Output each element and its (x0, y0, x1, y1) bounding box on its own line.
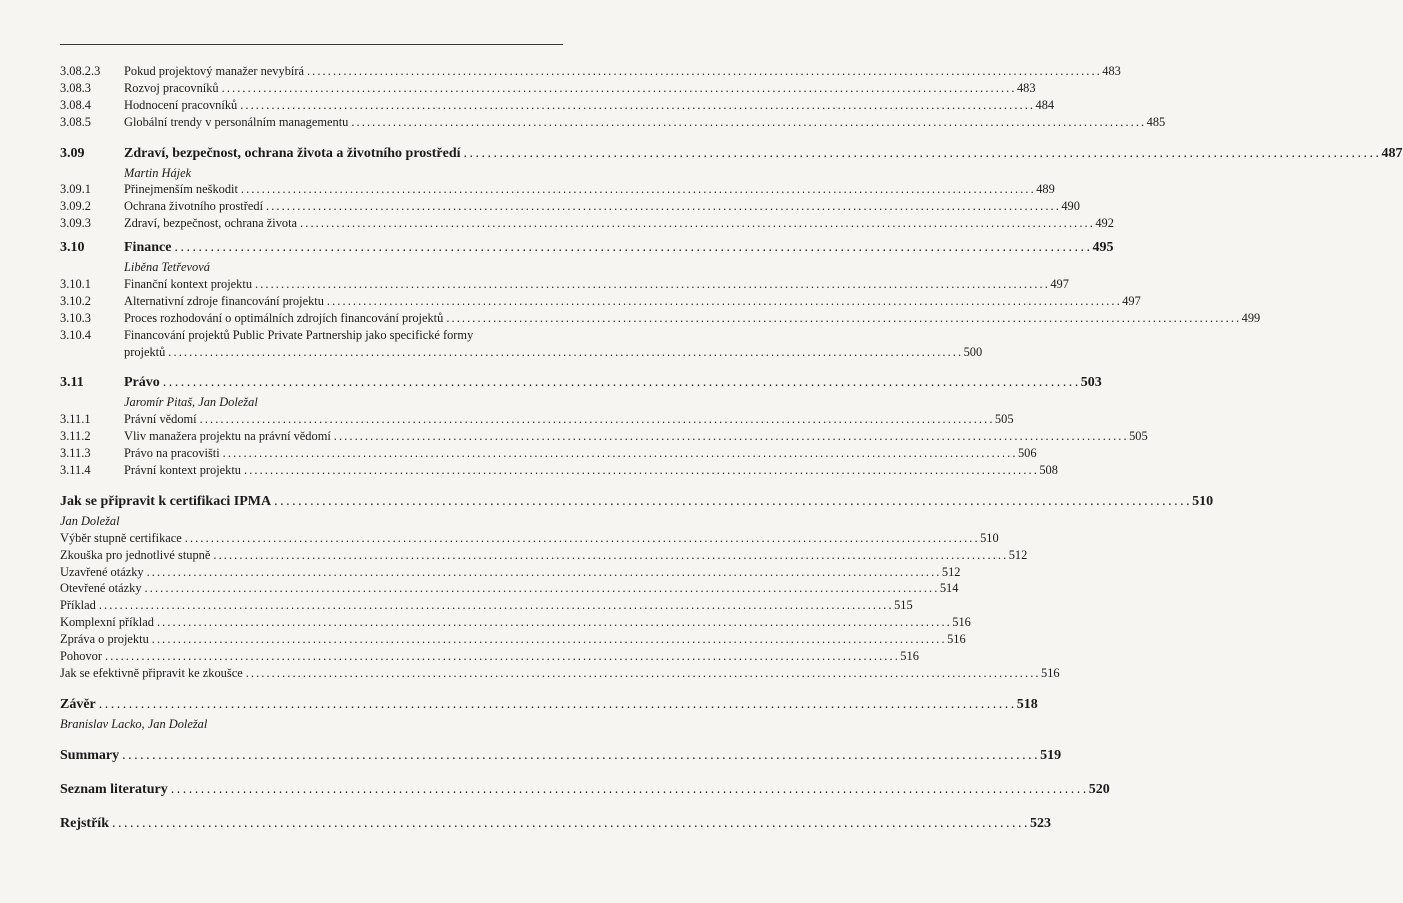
entry-page: 505 (1129, 429, 1148, 444)
dot-leader (185, 530, 977, 547)
dot-leader (200, 411, 992, 428)
toc-entry (60, 344, 983, 361)
dot-leader (255, 276, 1047, 293)
entry-number: 3.11.4 (60, 463, 91, 478)
toc-section (60, 143, 1403, 165)
entry-number: 3.08.2.3 (60, 64, 101, 78)
dot-leader (213, 547, 1005, 564)
toc-entry (60, 327, 563, 344)
dot-leader (99, 694, 1014, 716)
entry-page: 523 (1030, 815, 1051, 831)
entry-title: Summary (60, 747, 120, 763)
toc-entry (60, 198, 1080, 215)
dot-leader (122, 745, 1037, 767)
entry-page: 489 (1036, 182, 1055, 197)
entry-title: Alternativní zdroje financování projektu (124, 293, 324, 308)
toc-entry (60, 648, 919, 665)
entry-title: Zdraví, bezpečnost, ochrana života a životního prostředí (124, 145, 461, 161)
dot-leader (112, 813, 1027, 835)
entry-title: Výběr stupně certifikace (60, 530, 182, 545)
entry-page: 516 (952, 615, 971, 630)
entry-title: Zdraví, bezpečnost, ochrana života (124, 216, 298, 231)
toc-entry (60, 411, 1014, 428)
dot-leader (464, 143, 1379, 165)
toc-entry (60, 614, 971, 631)
entry-page: 516 (900, 649, 919, 664)
entry-title: Komplexní příklad (60, 615, 154, 630)
section-spacer (60, 360, 563, 372)
dot-leader (351, 114, 1143, 131)
entry-title: projektů (124, 344, 166, 359)
entry-title: Vliv manažera projektu na právní vědomí (124, 429, 331, 444)
toc-entry (60, 276, 1069, 293)
toc-entry (60, 215, 1114, 232)
dot-leader (152, 631, 944, 648)
section-spacer (60, 801, 563, 813)
entry-page: 515 (894, 598, 913, 613)
table-of-contents (60, 63, 1403, 835)
toc-section (60, 372, 1102, 394)
dot-leader (105, 648, 897, 665)
entry-title: Právní vědomí (124, 412, 197, 427)
entry-page: 512 (1008, 547, 1028, 562)
entry-number: 3.08.5 (60, 114, 91, 129)
entry-number: 3.09 (60, 145, 85, 161)
toc-entry (60, 97, 1055, 114)
dot-leader (223, 445, 1015, 462)
section-author: Jan Doležal (60, 513, 120, 528)
entry-page: 500 (963, 344, 983, 359)
entry-number: 3.11.2 (60, 429, 91, 444)
entry-page: 485 (1146, 114, 1166, 129)
dot-leader (300, 215, 1092, 232)
toc-section (60, 237, 1114, 259)
entry-number: 3.08.4 (60, 97, 91, 112)
entry-number: 3.10 (60, 240, 85, 256)
entry-page: 497 (1122, 293, 1141, 308)
entry-page: 510 (1192, 493, 1214, 509)
entry-page: 514 (939, 581, 959, 596)
entry-title: Financování projektů Public Private Partnership jako specifické formy (124, 327, 474, 342)
entry-number: 3.11.3 (60, 446, 91, 461)
toc-entry (60, 428, 1148, 445)
entry-title: Pohovor (60, 649, 102, 664)
entry-page: 492 (1095, 216, 1114, 231)
entry-title: Hodnocení pracovníků (124, 97, 238, 112)
section-spacer (60, 682, 563, 694)
entry-number: 3.10.2 (60, 293, 91, 308)
toc-entry (60, 462, 1058, 479)
section-author: Liběna Tetřevová (124, 260, 210, 275)
dot-leader (266, 198, 1058, 215)
entry-title: Jak se připravit k certifikaci IPMA (60, 493, 272, 509)
section-spacer (60, 131, 563, 143)
toc-entry (60, 631, 966, 648)
entry-title: Pokud projektový manažer nevybírá (124, 64, 304, 78)
dot-leader (157, 614, 949, 631)
entry-number: 3.10.4 (60, 327, 91, 342)
toc-chapter (60, 745, 1062, 767)
toc-entry (60, 445, 1037, 462)
toc-chapter (60, 694, 1038, 716)
dot-leader (307, 63, 1099, 80)
entry-title: Finance (124, 240, 172, 256)
entry-page: 519 (1040, 747, 1062, 763)
dot-leader (222, 80, 1014, 97)
entry-page: 487 (1381, 145, 1403, 161)
entry-title: Příklad (60, 598, 96, 613)
entry-page: 510 (980, 530, 999, 545)
dot-leader (274, 491, 1189, 513)
dot-leader (246, 665, 1038, 682)
dot-leader (241, 181, 1033, 198)
toc-entry (60, 310, 1261, 327)
entry-title: Právo na pracovišti (124, 446, 220, 461)
section-spacer (60, 767, 563, 779)
dot-leader (244, 462, 1036, 479)
entry-title: Proces rozhodování o optimálních zdrojích financování projektů (124, 310, 444, 325)
toc-entry (60, 597, 913, 614)
toc-chapter (60, 491, 1214, 513)
entry-title: Ochrana životního prostředí (124, 199, 264, 214)
entry-number: 3.09.1 (60, 182, 91, 197)
entry-title: Globální trendy v personálním managementu (124, 114, 349, 129)
dot-leader (174, 237, 1089, 259)
entry-page: 484 (1035, 97, 1055, 112)
toc-chapter (60, 813, 1051, 835)
entry-title: Právní kontext projektu (124, 463, 242, 478)
entry-page: 508 (1039, 463, 1058, 478)
entry-page: 490 (1061, 199, 1080, 214)
dot-leader (446, 310, 1238, 327)
entry-title: Zpráva o projektu (60, 632, 149, 647)
header-rule (60, 44, 563, 45)
dot-leader (147, 564, 939, 581)
entry-title: Přinejmenším neškodit (124, 182, 238, 197)
entry-title: Právo (124, 375, 160, 391)
entry-page: 503 (1080, 375, 1102, 391)
entry-title: Seznam literatury (60, 781, 168, 797)
dot-leader (99, 597, 891, 614)
dot-leader (240, 97, 1032, 114)
toc-entry (60, 547, 1028, 564)
dot-leader (334, 428, 1126, 445)
dot-leader (171, 779, 1086, 801)
entry-number: 3.11 (60, 375, 84, 391)
entry-title: Závěr (60, 696, 96, 712)
entry-title: Uzavřené otázky (60, 564, 144, 579)
entry-title: Otevřené otázky (60, 581, 142, 596)
entry-title: Zkouška pro jednotlivé stupně (60, 547, 211, 562)
entry-page: 518 (1016, 696, 1038, 712)
toc-entry (60, 564, 961, 581)
entry-number: 3.10.1 (60, 277, 91, 292)
toc-entry (60, 114, 1166, 131)
entry-number: 3.10.3 (60, 310, 91, 325)
entry-number: 3.09.3 (60, 216, 91, 231)
entry-page: 516 (1041, 665, 1060, 680)
entry-page: 497 (1050, 277, 1069, 292)
dot-leader (327, 293, 1119, 310)
dot-leader (163, 372, 1078, 394)
toc-entry (60, 293, 1141, 310)
section-spacer (60, 733, 563, 745)
entry-number: 3.11.1 (60, 412, 91, 427)
entry-page: 499 (1241, 310, 1261, 325)
toc-chapter (60, 779, 1110, 801)
toc-entry (60, 580, 959, 597)
entry-page: 483 (1016, 80, 1036, 95)
entry-page: 516 (947, 632, 966, 647)
entry-title: Finanční kontext projektu (124, 277, 253, 292)
entry-number: 3.08.3 (60, 80, 91, 95)
entry-page: 506 (1017, 446, 1037, 461)
toc-entry (60, 181, 1055, 198)
toc-entry (60, 80, 1036, 97)
section-author: Jaromír Pitaš, Jan Doležal (124, 395, 258, 410)
entry-number: 3.09.2 (60, 199, 91, 214)
entry-title: Rejstřík (60, 815, 109, 831)
section-author: Martin Hájek (124, 165, 192, 180)
entry-page: 483 (1102, 64, 1121, 78)
dot-leader (168, 344, 960, 361)
section-author: Branislav Lacko, Jan Doležal (60, 716, 208, 731)
toc-entry (60, 530, 999, 547)
entry-page: 520 (1088, 781, 1110, 797)
entry-page: 505 (994, 412, 1014, 427)
entry-page: 512 (941, 564, 961, 579)
entry-title: Jak se efektivně připravit ke zkoušce (60, 665, 243, 680)
section-spacer (60, 479, 563, 491)
toc-entry (60, 63, 1121, 80)
dot-leader (145, 580, 937, 597)
entry-title: Rozvoj pracovníků (124, 80, 219, 95)
toc-entry (60, 665, 1060, 682)
entry-page: 495 (1092, 240, 1114, 256)
